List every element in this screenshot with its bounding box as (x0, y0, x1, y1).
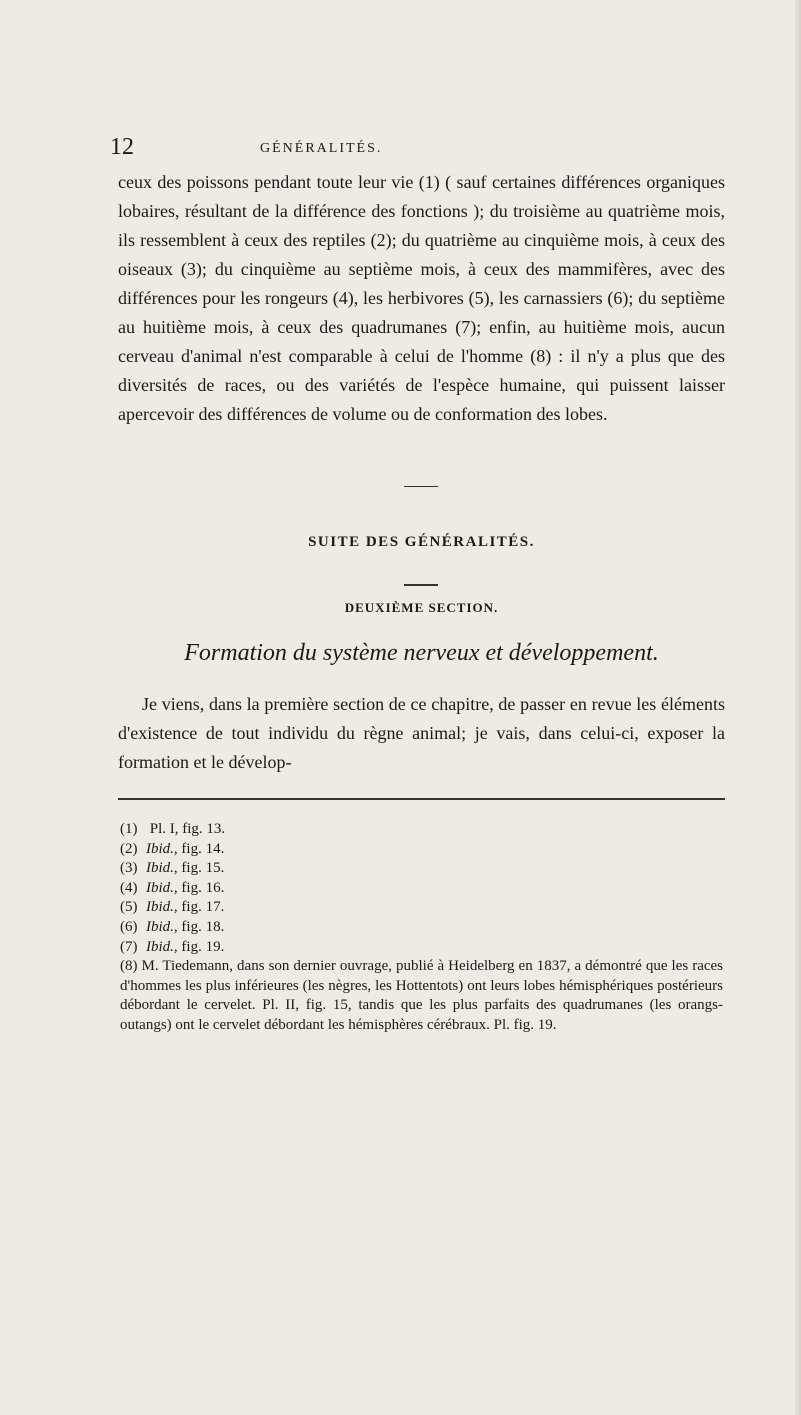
footnote-source: Ibid. (146, 938, 174, 955)
footnote-item (120, 898, 723, 918)
footnote-source: Ibid. (146, 879, 174, 896)
footnote-label: (4) (120, 879, 138, 896)
section-subheading: DEUXIÈME SECTION. (344, 600, 499, 615)
chapter-title: Formation du système nerveux et développement. (184, 640, 659, 666)
footnote-ref: , fig. 17. (173, 899, 225, 916)
footnote-item (120, 918, 723, 938)
footnote-source: Ibid. (146, 899, 174, 916)
footnote-source: Pl. I, (149, 821, 179, 837)
footnote-item-long: (8) M. Tiedemann, dans son dernier ouvrage, publié à Heidelberg en 1837, a démontré que les races d'hommes les plus inférieures (les nègres, les Hottentots) ont leurs lobes hémisphériques postérieurs débordant le cervelet. Pl. II, fig. 15, tandis que les plus parfaits des quadrumanes (les orangs-outangs) ont le cervelet débordant les hémisphères cérébraux. Pl. fig. 19. (120, 958, 723, 1033)
footnote-ref: , fig. 14. (173, 840, 225, 857)
section-divider-bottom (404, 584, 438, 586)
footnote-item (120, 859, 723, 879)
paragraph-1: ceux des poissons pendant toute leur vie (1) ( sauf certaines différences organiques lobaires, résultant de la différence des fonctions ); du troisième au quatrième mois, ils ressemblent à ceux des reptiles (2); du quatrième au cinquième mois, à ceux des oiseaux (3); du cinquième au septième mois, à ceux des mammifères, avec des différences pour les rongeurs (4), les herbivores (5), les carnassiers (6); du septième au huitième mois, à ceux des quadrumanes (7); enfin, au huitième mois, aucun cerveau d'animal n'est comparable à celui de l'homme (8) : il n'y a plus que des diversités de races, ou des variétés de l'espèce humaine, qui puissent laisser apercevoir des différences de volume ou de conformation des lobes. (118, 172, 725, 424)
footnote-source: Ibid. (146, 918, 174, 935)
running-title: GÉNÉRALITÉS. (260, 141, 383, 156)
footnote-source: Ibid. (146, 860, 174, 877)
footnote-item (120, 820, 723, 840)
page-edge-shadow (795, 0, 801, 1415)
footnote-ref: , fig. 16. (173, 879, 225, 896)
footnote-label: (6) (120, 918, 138, 935)
footnote-ref: , fig. 15. (173, 860, 225, 877)
section-divider-top (404, 486, 438, 487)
footnote-ref: , fig. 19. (173, 938, 225, 955)
footnote-label: (2) (120, 840, 138, 857)
footnote-item (120, 938, 723, 958)
footnote-source: Ibid. (146, 840, 174, 857)
footnote-ref: , fig. 18. (173, 918, 225, 935)
page-number: 12 (110, 134, 134, 160)
running-head (110, 132, 710, 162)
paragraph-2: Je viens, dans la première section de ce chapitre, de passer en revue les éléments d'existence de tout individu du règne animal; je vais, dans celui-ci, exposer la formation et le dévelop- (118, 694, 725, 772)
footnote-label: (7) (120, 938, 138, 955)
footnote-label: (3) (120, 860, 138, 877)
footnote-item (120, 840, 723, 860)
footnote-ref: fig. 13. (182, 821, 226, 837)
footnote-label: (1) (120, 821, 138, 837)
footnotes-list (120, 820, 723, 1036)
footnote-item (120, 879, 723, 899)
section-heading: SUITE DES GÉNÉRALITÉS. (308, 534, 535, 550)
footnote-separator (118, 798, 725, 800)
footnote-label: (5) (120, 899, 138, 916)
